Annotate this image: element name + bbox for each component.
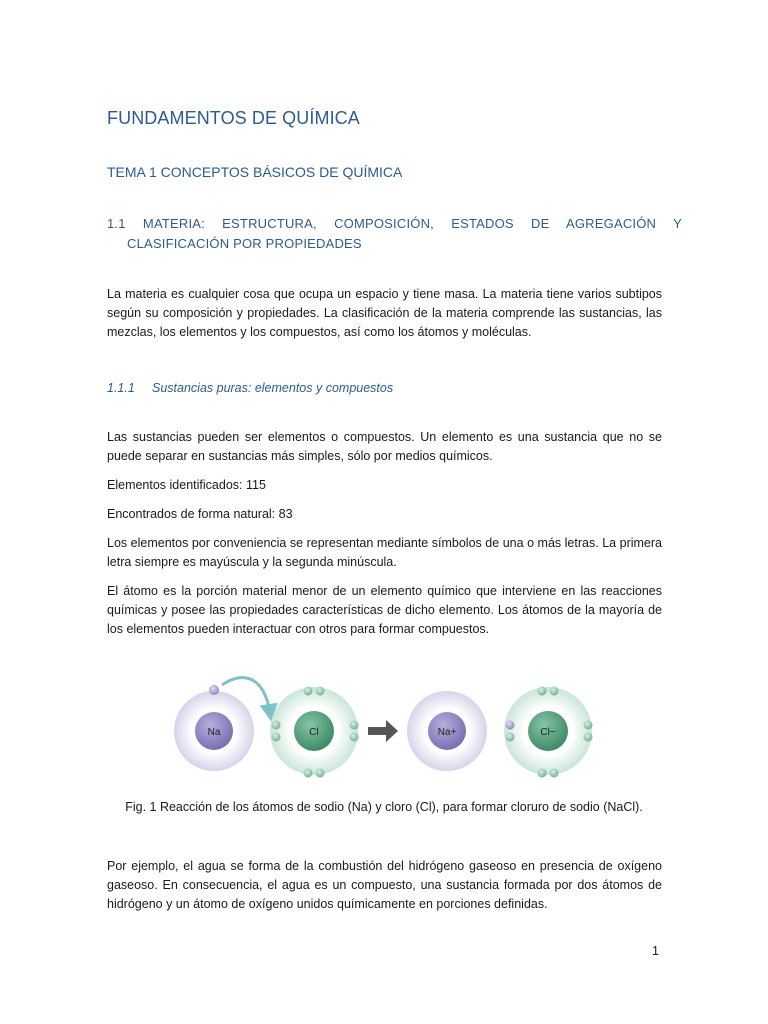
closing-paragraph: Por ejemplo, el agua se forma de la combustión del hidrógeno gaseoso en presencia de oxígeno gaseoso. En consecuencia, el agua es un compuesto, una sustancia formada por dos átomos de hidrógeno y un átomo de oxígeno unidos químicamente en porciones definidas. bbox=[107, 859, 662, 911]
figure-caption: Fig. 1 Reacción de los átomos de sodio (Na) y cloro (Cl), para formar cloruro de sodio (NaCl). bbox=[125, 800, 643, 814]
atom-label-na: Na bbox=[207, 727, 221, 738]
chlorine-atom bbox=[270, 687, 359, 778]
section-heading: 1.1 MATERIA: ESTRUCTURA, COMPOSICIÓN, ESTADOS DE AGREGACIÓN Y CLASIFICACIÓN POR PROPIEDADES bbox=[107, 216, 682, 251]
chapter-heading: TEMA 1 CONCEPTOS BÁSICOS DE QUÍMICA bbox=[107, 164, 403, 180]
atom-label-na-ion: Na+ bbox=[437, 727, 457, 738]
reaction-figure bbox=[172, 673, 600, 791]
paragraph-elements: Las sustancias pueden ser elementos o compuestos. Un elemento es una sustancia que no se puede separar en sustancias más simples, sólo por medios químicos. bbox=[107, 430, 662, 463]
subsection-heading bbox=[107, 381, 393, 395]
paragraph-identified: Elementos identificados: 115 bbox=[107, 478, 266, 492]
paragraph-natural: Encontrados de forma natural: 83 bbox=[107, 507, 293, 521]
intro-paragraph: La materia es cualquier cosa que ocupa un espacio y tiene masa. La materia tiene varios subtipos según su composición y propiedades. La clasificación de la materia comprende las sustancias, las mezclas, los elementos y los compuestos, así como los átomos y moléculas. bbox=[107, 287, 662, 339]
paragraph-symbols: Los elementos por conveniencia se representan mediante símbolos de una o más letras. La primera letra siempre es mayúscula y la segunda minúscula. bbox=[107, 536, 662, 569]
electron-na-icon bbox=[209, 685, 219, 695]
reaction-arrow-icon bbox=[368, 720, 398, 742]
document-title: FUNDAMENTOS DE QUÍMICA bbox=[107, 108, 360, 128]
subsection-number: 1.1.1 bbox=[107, 381, 135, 395]
paragraph-atom: El átomo es la porción material menor de un elemento químico que interviene en las reacciones químicas y posee las propiedades características de dicho elemento. Los átomos de la mayoría de los elementos pueden interactuar con otros para formar compuestos. bbox=[107, 584, 662, 636]
subsection-title: Sustancias puras: elementos y compuestos bbox=[152, 381, 394, 395]
sodium-atom bbox=[174, 685, 254, 771]
sodium-ion bbox=[407, 691, 487, 771]
page-number: 1 bbox=[652, 944, 659, 958]
chloride-ion bbox=[504, 687, 593, 778]
atom-label-cl: Cl bbox=[309, 727, 319, 738]
atom-label-cl-ion: Cl− bbox=[540, 727, 556, 738]
